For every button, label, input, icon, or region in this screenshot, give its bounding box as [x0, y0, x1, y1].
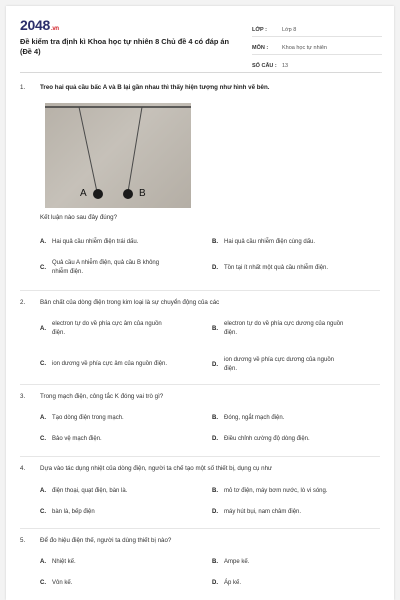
- option-text: ion dương về phía cực dương của nguồn điện.: [224, 357, 334, 372]
- option-letter: A.: [40, 239, 46, 245]
- exam-meta: [252, 19, 382, 73]
- meta-value: Khoa học tự nhiên: [282, 45, 327, 51]
- option-letter: B.: [212, 559, 218, 565]
- option-a[interactable]: [40, 414, 124, 423]
- option-text: Bảo vệ mạch điện.: [52, 436, 102, 442]
- option-d[interactable]: [212, 435, 310, 444]
- option-text: Quả cầu A nhiễm điện, quả cầu B không nhiễm điện.: [52, 260, 160, 275]
- option-a[interactable]: [40, 320, 172, 338]
- option-a[interactable]: [40, 238, 138, 247]
- option-b[interactable]: [212, 487, 328, 496]
- option-c[interactable]: [40, 579, 72, 588]
- question-head: [20, 464, 380, 473]
- option-a[interactable]: [40, 558, 76, 567]
- option-letter: A.: [40, 559, 46, 565]
- meta-key: MÔN :: [252, 45, 269, 51]
- meta-row-class: [252, 19, 382, 37]
- logo-main: 2048: [20, 17, 50, 33]
- question-head: [20, 83, 380, 92]
- option-text: Hai quả cầu nhiễm điện cùng dấu.: [224, 239, 316, 245]
- option-text: Ampe kế.: [224, 559, 250, 565]
- option-letter: B.: [212, 325, 218, 332]
- option-letter: A.: [40, 415, 46, 421]
- option-letter: D.: [212, 509, 218, 515]
- label-a: A: [80, 188, 87, 199]
- option-c[interactable]: [40, 435, 102, 444]
- option-letter: D.: [212, 265, 218, 271]
- option-text: electron tự do về phía cực dương của nguồn điện.: [224, 321, 344, 336]
- question-subtext: Kết luận nào sau đây đúng?: [40, 214, 118, 221]
- option-text: máy hút bụi, nam châm điện.: [224, 509, 302, 515]
- meta-key: SỐ CÂU :: [252, 63, 277, 69]
- option-letter: B.: [212, 239, 218, 245]
- meta-row-subject: [252, 37, 382, 55]
- option-letter: C.: [40, 580, 46, 586]
- option-letter: D.: [212, 436, 218, 442]
- option-d[interactable]: [212, 356, 348, 374]
- option-b[interactable]: [212, 414, 284, 423]
- thread-b: [128, 107, 142, 192]
- question-text: Dựa vào tác dụng nhiệt của dòng điện, người ta chế tạo một số thiết bị, dụng cụ như: [40, 465, 273, 472]
- meta-row-count: [252, 55, 382, 73]
- question-text: Bản chất của dòng điện trong kim loại là sự chuyển động của các: [40, 299, 220, 306]
- option-text: Áp kế.: [224, 580, 242, 586]
- option-d[interactable]: [212, 579, 241, 588]
- option-b[interactable]: [212, 558, 249, 567]
- option-text: Điều chỉnh cường độ dòng điện.: [224, 436, 310, 442]
- option-text: Tạo dòng điện trong mạch.: [52, 415, 124, 421]
- exam-title: Đề kiểm tra định kì Khoa học tự nhiên 8 Chủ đề 4 có đáp án (Đề 4): [20, 37, 230, 56]
- option-letter: C.: [40, 361, 46, 367]
- option-letter: C.: [40, 436, 46, 442]
- option-letter: B.: [212, 415, 218, 421]
- option-c[interactable]: [40, 259, 164, 277]
- question-separator: [20, 528, 380, 529]
- question-number: 2.: [20, 299, 26, 306]
- question-4: [20, 464, 380, 473]
- option-letter: D.: [212, 580, 218, 586]
- option-d[interactable]: [212, 508, 301, 517]
- option-text: điện thoại, quạt điện, bàn là.: [52, 488, 128, 494]
- option-c[interactable]: [40, 508, 95, 517]
- ball-a: [93, 189, 103, 199]
- option-letter: A.: [40, 325, 46, 332]
- meta-value: Lớp 8: [282, 27, 297, 33]
- option-text: bàn là, bếp điện: [52, 509, 95, 515]
- question-text: Để đo hiệu điện thế, người ta dùng thiết bị nào?: [40, 537, 172, 544]
- option-text: Tồn tại ít nhất một quả cầu nhiễm điện.: [224, 265, 329, 271]
- option-b[interactable]: [212, 238, 315, 247]
- option-letter: C.: [40, 264, 46, 271]
- pith-balls-illustration: [45, 103, 191, 208]
- pith-balls-figure: [45, 103, 191, 208]
- option-text: Nhiệt kế.: [52, 559, 76, 565]
- question-separator: [20, 290, 380, 291]
- option-text: electron tự do về phía cực âm của nguồn điện.: [52, 321, 162, 336]
- question-separator: [20, 384, 380, 385]
- option-letter: B.: [212, 488, 218, 494]
- option-text: Đóng, ngắt mạch điện.: [224, 415, 285, 421]
- option-text: Vôn kế.: [52, 580, 73, 586]
- option-text: ion dương về phía cực âm của nguồn điện.: [52, 361, 168, 367]
- question-number: 5.: [20, 537, 26, 544]
- option-letter: D.: [212, 361, 218, 368]
- meta-value: 13: [282, 63, 289, 69]
- question-3: [20, 392, 380, 401]
- option-text: mỏ tơ điện, máy bơm nước, lò vi sóng.: [224, 488, 328, 494]
- option-a[interactable]: [40, 487, 127, 496]
- question-1: [20, 83, 380, 92]
- question-separator: [20, 456, 380, 457]
- site-logo[interactable]: [20, 17, 59, 33]
- question-5: [20, 536, 380, 545]
- exam-sheet: [6, 6, 394, 600]
- question-head: [20, 298, 380, 307]
- question-number: 4.: [20, 465, 26, 472]
- question-text: Treo hai quả cầu bấc A và B lại gần nhau thì thấy hiện tượng như hình vẽ bên.: [40, 84, 270, 91]
- header-divider: [20, 72, 380, 73]
- ball-b: [123, 189, 133, 199]
- question-number: 1.: [20, 84, 26, 91]
- option-text: Hai quả cầu nhiễm điện trái dấu.: [52, 239, 139, 245]
- question-head: [20, 536, 380, 545]
- question-text: Trong mạch điện, công tắc K đóng vai trò gì?: [40, 393, 164, 400]
- logo-suffix: .vn: [50, 26, 59, 32]
- option-c[interactable]: [40, 360, 167, 369]
- thread-a: [79, 107, 97, 192]
- label-b: B: [139, 188, 146, 199]
- question-head: [20, 392, 380, 401]
- option-b[interactable]: [212, 320, 348, 338]
- option-d[interactable]: [212, 264, 328, 273]
- meta-key: LỚP :: [252, 27, 267, 33]
- question-number: 3.: [20, 393, 26, 400]
- question-2: [20, 298, 380, 307]
- option-letter: A.: [40, 488, 46, 494]
- option-letter: C.: [40, 509, 46, 515]
